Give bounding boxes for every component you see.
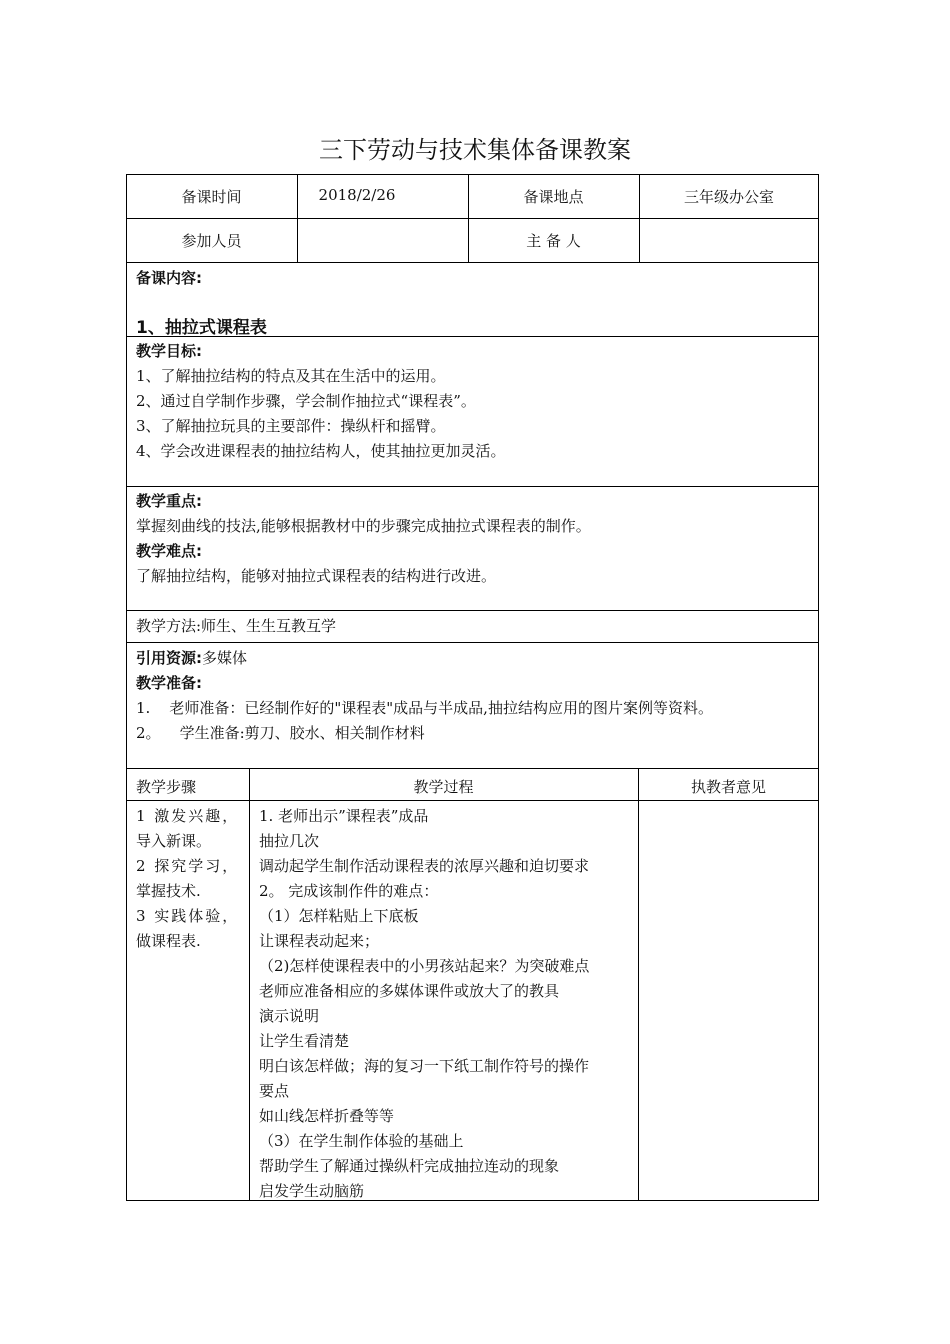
col-steps-header: 教学步骤: [136, 778, 197, 796]
members-label: 参加人员: [181, 232, 242, 250]
goal-item: 4、学会改进课程表的抽拉结构人，使其抽拉更加灵活。: [136, 442, 506, 460]
process-line: 如山线怎样折叠等等: [259, 1107, 395, 1125]
step-text: 掌握技术.: [136, 882, 201, 900]
resource-row: [136, 647, 247, 668]
step-text: 做课程表.: [136, 932, 201, 950]
place-value: 三年级办公室: [683, 188, 774, 206]
process-line: 明白该怎样做；海的复习一下纸工制作符号的操作: [259, 1057, 590, 1075]
time-value: 2018/2/26: [318, 186, 396, 204]
goals-label: 教学目标:: [136, 342, 202, 360]
place-label: 备课地点: [523, 188, 584, 206]
step-text: 3 实践体验，: [136, 907, 240, 925]
process-line: 让课程表动起来；: [259, 932, 380, 950]
process-line: 调动起学生制作活动课程表的浓厚兴趣和迫切要求: [259, 857, 590, 875]
key-label: 教学重点:: [136, 492, 202, 510]
process-line: （3）在学生制作体验的基础上: [259, 1132, 464, 1150]
process-line: 帮助学生了解通过操纵杆完成抽拉连动的现象: [259, 1157, 560, 1175]
prep-item: 2。 学生准备:剪刀、胶水、相关制作材料: [136, 724, 425, 742]
lead-label: 主 备 人: [526, 232, 581, 250]
time-label: 备课时间: [181, 188, 242, 206]
page-title: 三下劳动与技术集体备课教案: [319, 136, 631, 164]
process-line: （2)怎样使课程表中的小男孩站起来？为突破难点: [259, 957, 590, 975]
goal-item: 3、了解抽拉玩具的主要部件：操纵杆和摇臂。: [136, 417, 446, 435]
key-text: 掌握刻曲线的技法,能够根据教材中的步骤完成抽拉式课程表的制作。: [136, 517, 591, 535]
process-line: 2。 完成该制作件的难点：: [259, 882, 439, 900]
resource-value: 多媒体: [202, 649, 248, 667]
difficulty-text: 了解抽拉结构，能够对抽拉式课程表的结构进行改进。: [136, 567, 497, 585]
resource-label: 引用资源:: [136, 649, 202, 667]
process-line: 让学生看清楚: [259, 1032, 350, 1050]
process-line: 要点: [259, 1082, 290, 1100]
goal-item: 1、了解抽拉结构的特点及其在生活中的运用。: [136, 367, 446, 385]
difficulty-label: 教学难点:: [136, 542, 202, 560]
col-process-header: 教学过程: [413, 778, 474, 796]
prep-item: 1. 老师准备：已经制作好的"课程表"成品与半成品,抽拉结构应用的图片案例等资料。: [136, 699, 713, 717]
process-line: 1. 老师出示”课程表”成品: [259, 807, 429, 825]
process-line: 启发学生动脑筋: [259, 1182, 365, 1200]
col-opinion-header: 执教者意见: [690, 778, 766, 796]
goal-item: 2、通过自学制作步骤，学会制作抽拉式“课程表”。: [136, 392, 476, 410]
lesson-title: 1、抽拉式课程表: [136, 318, 267, 338]
content-label: 备课内容:: [136, 269, 202, 287]
process-line: （1）怎样粘贴上下底板: [259, 907, 419, 925]
prep-label: 教学准备:: [136, 674, 202, 692]
process-line: 演示说明: [259, 1007, 320, 1025]
process-line: 老师应准备相应的多媒体课件或放大了的教具: [259, 982, 560, 1000]
step-text: 1 激发兴趣，: [136, 807, 240, 825]
step-text: 导入新课。: [136, 832, 212, 850]
process-line: 抽拉几次: [259, 832, 320, 850]
step-text: 2 探究学习，: [136, 857, 240, 875]
teaching-method: 教学方法:师生、生生互教互学: [136, 617, 337, 635]
